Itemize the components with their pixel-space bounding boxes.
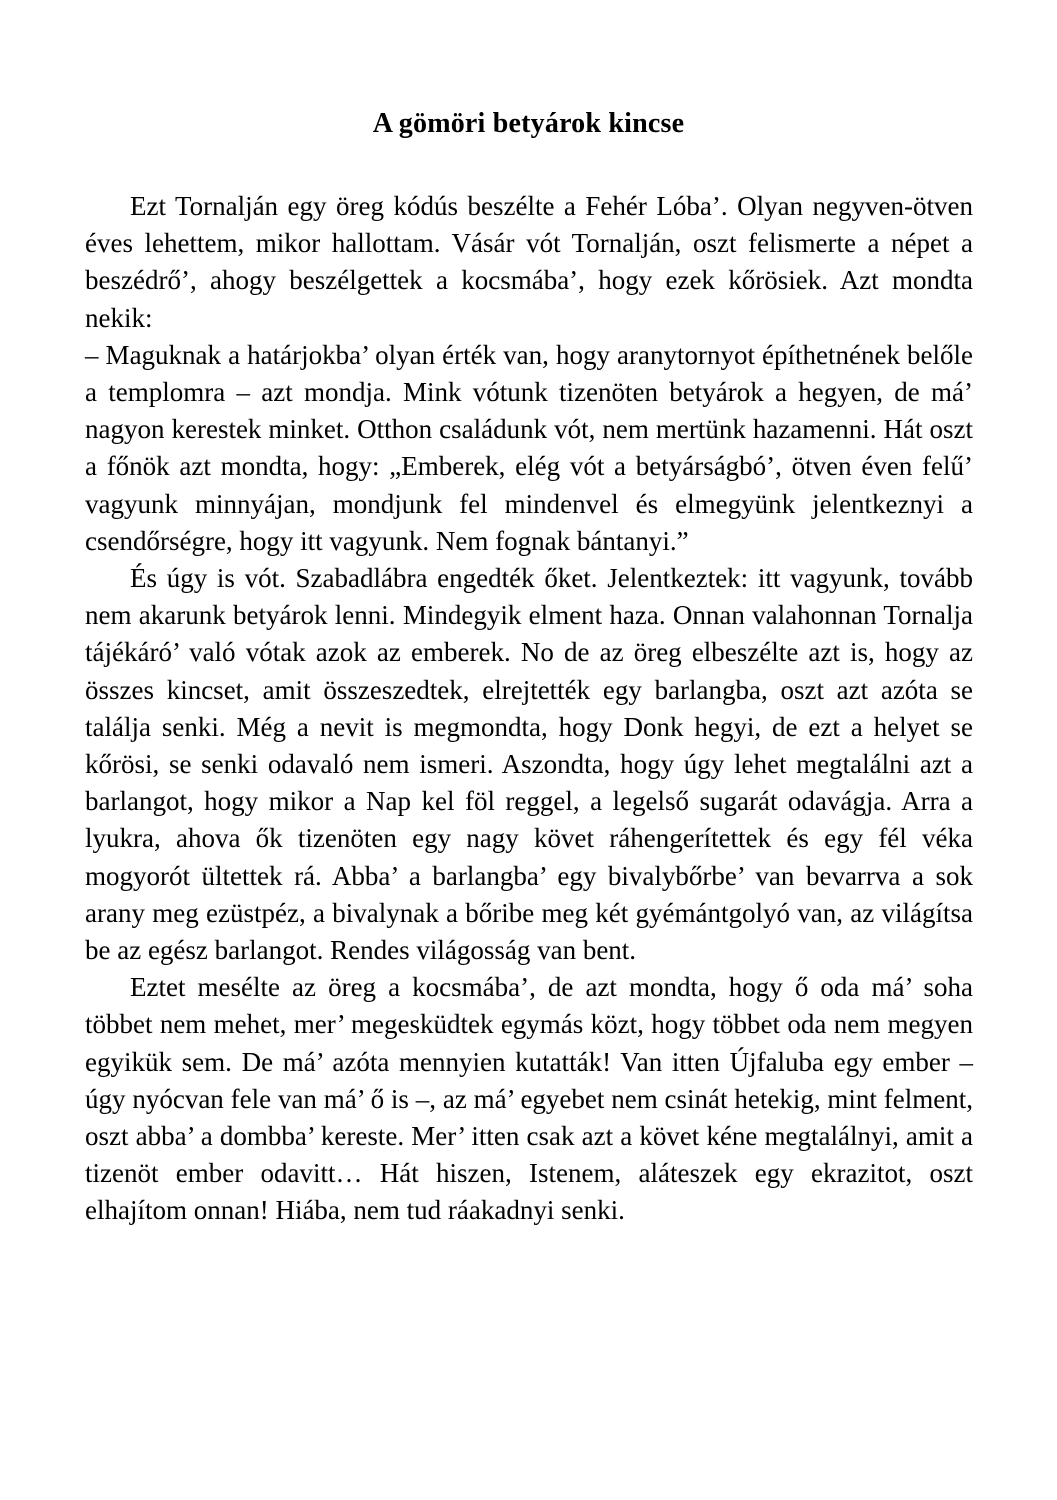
paragraph-closing: Eztet mesélte az öreg a kocsmába’, de azt mondta, hogy ő oda má’ soha többet nem mehet, mer’ megesküdtek egymás közt, hogy többet oda nem megyen egyikük sem. De má’ azóta mennyien kutatták! Van itten Újfaluba egy ember – úgy nyócvan fele van má’ ő is –, az má’ egyebet nem csinát hetekig, mint felment, oszt abba’ a dombba’ kereste. Mer’ itten csak azt a követ kéne megtalálnyi, amit a tizenöt ember odavitt… Hát hiszen, Istenem, aláteszek egy ekrazitot, oszt elhajítom onnan! Hiába, nem tud ráakadnyi senki. [85,972,973,1226]
document-body [85,188,973,1230]
paragraph-intro: Ezt Tornalján egy öreg kódús beszélte a Fehér Lóba’. Olyan negyven-ötven éves lehettem, mikor hallottam. Vásár vót Tornalján, oszt felismerte a népet a beszédrő’, ahogy beszélgettek a kocsmába’, hogy ezek kőrösiek. Azt mondta nekik: [85,191,973,333]
page-title: A gömöri betyárok kincse [372,107,685,139]
paragraph-narrative: És úgy is vót. Szabadlábra engedték őket. Jelentkeztek: itt vagyunk, tovább nem akarunk betyárok lenni. Mindegyik elment haza. Onnan valahonnan Tornalja tájékáró’ való vótak azok az emberek. No de az öreg elbeszélte azt is, hogy az összes kincset, amit összeszedtek, elrejtették egy barlangba, oszt azt azóta se találja senki. Még a nevit is megmondta, hogy Donk hegyi, de ezt a helyet se kőrösi, se senki odavaló nem ismeri. Aszondta, hogy úgy lehet megtalálni azt a barlangot, hogy mikor a Nap kel föl reggel, a legelső sugarát odavágja. Arra a lyukra, ahova ők tizenöten egy nagy követ ráhengerítettek és egy fél véka mogyorót ültettek rá. Abba’ a barlangba’ egy bivalybőrbe’ van bevarrva a sok arany meg ezüstpéz, a bivalynak a bőribe meg két gyémántgolyó van, az világítsa be az egész barlangot. Rendes világosság van bent. [85,563,973,966]
paragraph-dialogue: – Maguknak a határjokba’ olyan érték van, hogy aranytornyot építhetnének belőle a templomra – azt mondja. Mink vótunk tizenöten betyárok a hegyen, de má’ nagyon kerestek minket. Otthon családunk vót, nem mertünk hazamenni. Hát oszt a főnök azt mondta, hogy: „Emberek, elég vót a betyárságbó’, ötven éven felű’ vagyunk minnyájan, mondjunk fel mindenvel és elmegyünk jelentkeznyi a csendőrségre, hogy itt vagyunk. Nem fognak bántanyi.” [85,339,973,556]
